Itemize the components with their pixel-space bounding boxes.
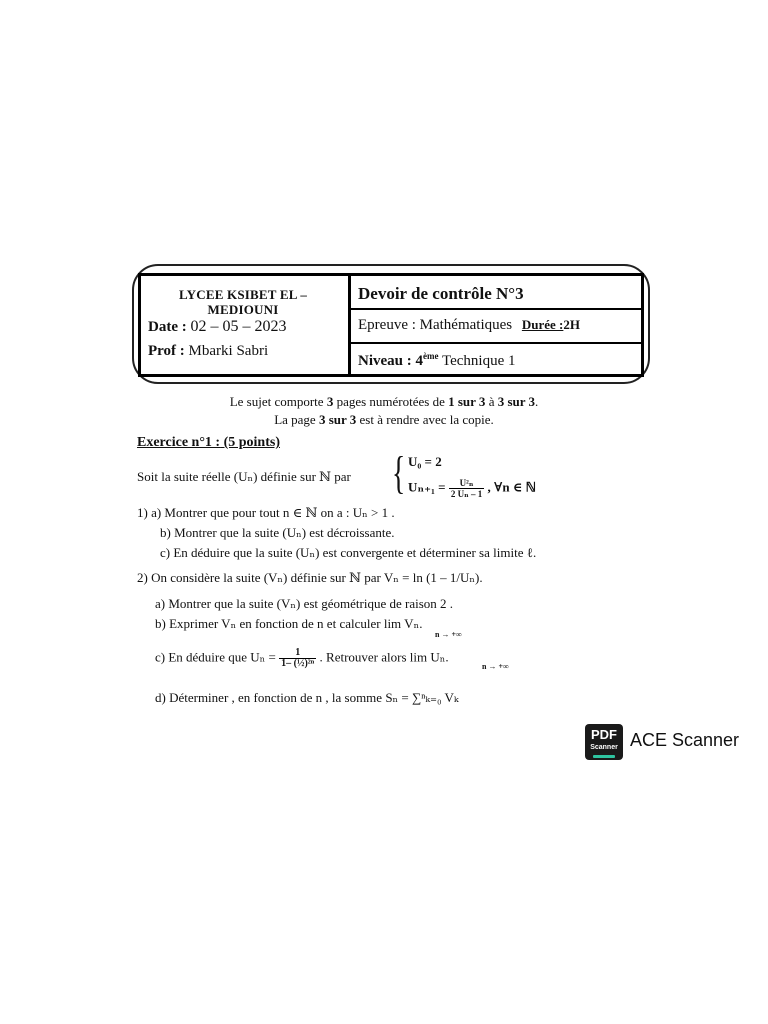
intro-text: pages numérotées de (333, 394, 449, 409)
intro-text: est à rendre avec la copie. (356, 412, 494, 427)
intro-line-2 (0, 412, 768, 428)
exam-title: Devoir de contrôle N°3 (358, 284, 524, 303)
question-1a: 1) a) Montrer que pour tout n ∈ ℕ on a : Uₙ > 1 . (137, 505, 395, 520)
exam-date (148, 318, 286, 336)
question-1b: b) Montrer que la suite (Uₙ) est décroissante. (160, 525, 395, 540)
exam-level (358, 351, 516, 370)
intro-text: 3 sur 3 (497, 394, 536, 409)
exercise-points: (5 points) (220, 435, 280, 450)
system-brace: { (392, 447, 406, 498)
sequence-definition: Soit la suite réelle (Uₙ) définie sur ℕ par (137, 469, 351, 484)
question-2c (155, 648, 449, 669)
epreuve-label: Epreuve : (358, 317, 416, 333)
limit-subscript: n → +∞ (482, 662, 509, 671)
intro-text: . (535, 394, 539, 409)
intro-line-1 (0, 394, 768, 410)
school-name: LYCEE KSIBET EL – MEDIOUNI (178, 287, 308, 317)
duration (522, 317, 580, 332)
niveau-sup: ème (423, 351, 439, 361)
question-1c: c) En déduire que la suite (Uₙ) est convergente et déterminer sa limite ℓ. (160, 545, 537, 560)
logo-text: Scanner (590, 744, 618, 751)
pdf-scanner-logo-icon (585, 724, 623, 760)
intro-text: Le sujet comporte (229, 394, 327, 409)
logo-accent-bar (593, 755, 615, 758)
intro-text: La page (274, 412, 319, 427)
fraction-numerator: 1 (279, 648, 316, 659)
fraction-numerator: U²ₙ (449, 478, 484, 489)
intro-text: à (485, 394, 498, 409)
recurrence-fraction (449, 478, 484, 499)
recurrence-right: , ∀n ∈ ℕ (487, 479, 537, 495)
un-fraction (279, 648, 316, 669)
date-value: 02 – 05 – 2023 (190, 318, 287, 335)
intro-text: 3 sur 3 (318, 412, 357, 427)
intro-text: 3 (326, 394, 334, 409)
u0-value: U₀ = 2 (408, 454, 442, 469)
question-2c-start: c) En déduire que Uₙ = (155, 649, 276, 665)
niveau-label: Niveau : (358, 353, 412, 369)
fraction-denominator: 2 Uₙ – 1 (450, 489, 483, 499)
duree-value: 2H (563, 317, 581, 332)
prof-value: Mbarki Sabri (188, 343, 269, 359)
header-column-divider (348, 273, 351, 377)
recurrence-relation (408, 478, 536, 499)
question-2: 2) On considère la suite (Vₙ) définie sur ℕ par Vₙ = ln (1 – 1/Uₙ). (137, 570, 483, 585)
logo-text: PDF (591, 727, 617, 742)
exam-subject (358, 317, 580, 334)
prof-label: Prof : (148, 343, 185, 359)
date-label: Date : (148, 319, 187, 335)
recurrence-left: Uₙ₊₁ = (408, 479, 446, 495)
limit-subscript: n → +∞ (435, 630, 462, 639)
exercise-number: Exercice n°1 : (137, 435, 221, 450)
question-2b: b) Exprimer Vₙ en fonction de n et calculer lim Vₙ. (155, 616, 423, 631)
fraction-denominator: 1– (½)²ⁿ (281, 658, 315, 669)
brand-name: ACE Scanner (630, 730, 740, 750)
question-2d: d) Déterminer , en fonction de n , la somme Sₙ = ∑ⁿₖ₌₀ Vₖ (155, 690, 459, 705)
exercise-title (137, 435, 280, 451)
niveau-number: 4 (415, 353, 423, 369)
epreuve-value: Mathématiques (419, 317, 513, 333)
header-row-divider (351, 308, 644, 310)
question-2c-end: . Retrouver alors lim Uₙ. (319, 649, 449, 665)
question-2a: a) Montrer que la suite (Vₙ) est géométrique de raison 2 . (155, 596, 454, 611)
intro-text: 1 sur 3 (448, 394, 486, 409)
niveau-value: Technique 1 (441, 353, 516, 369)
duree-label: Durée : (521, 317, 564, 332)
teacher (148, 343, 268, 360)
header-row-divider (351, 342, 644, 344)
